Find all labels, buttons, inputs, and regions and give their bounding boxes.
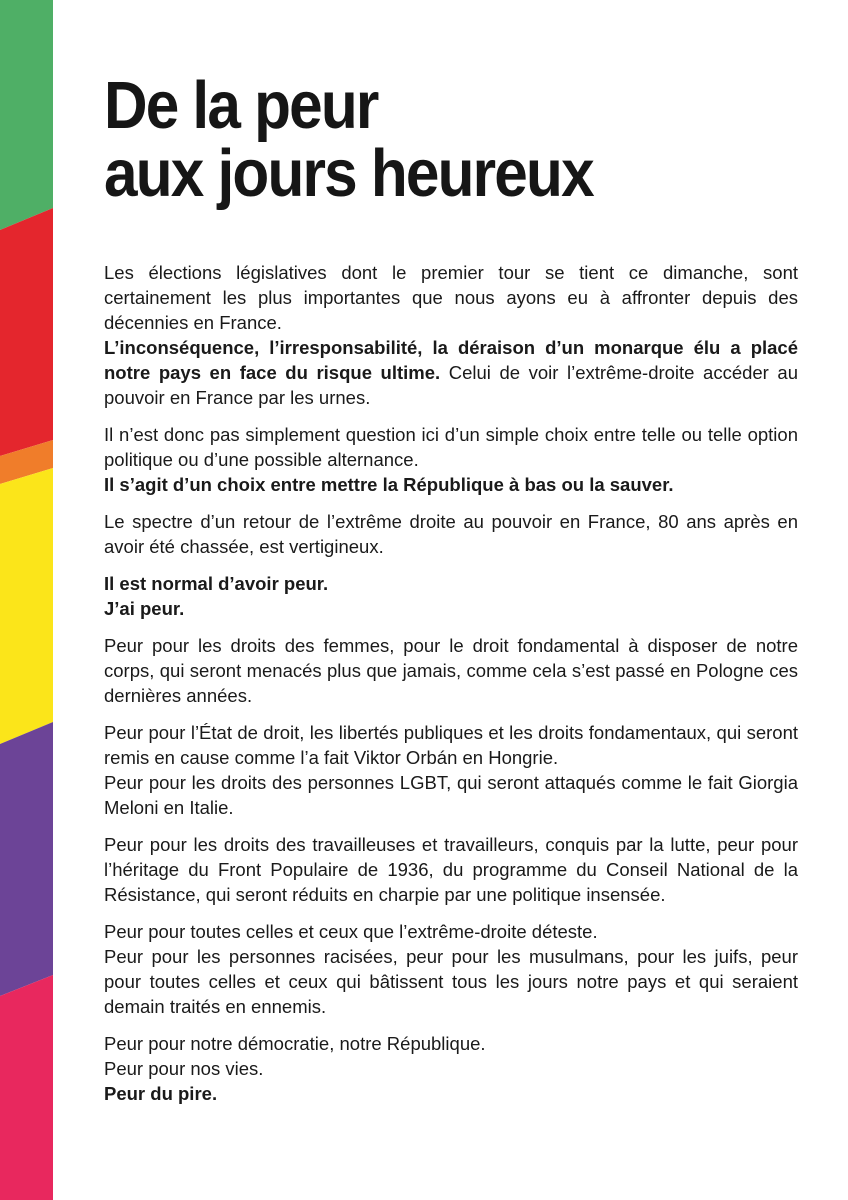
paragraph-5: Peur pour les droits des femmes, pour le droit fondamental à disposer de notre corps, qui seront menacés plus que jamais, comme cela s’est passé en Pologne ces dernières années. bbox=[104, 635, 798, 706]
title-line-2: aux jours heureux bbox=[104, 136, 593, 211]
stripe-segment-red bbox=[0, 208, 53, 456]
paragraph-9-line-3: Peur du pire. bbox=[104, 1083, 218, 1104]
paragraph-3: Le spectre d’un retour de l’extrême droite au pouvoir en France, 80 ans après en avoir été chassée, est vertigineux. bbox=[104, 511, 798, 557]
paragraph-9 bbox=[104, 1031, 798, 1106]
paragraph-1 bbox=[104, 260, 798, 410]
paragraph-9-line-1: Peur pour notre démocratie, notre République. bbox=[104, 1033, 486, 1054]
paragraph-4-line-1: Il est normal d’avoir peur. bbox=[104, 573, 329, 594]
page-title bbox=[104, 68, 593, 211]
stripe-segment-yellow bbox=[0, 468, 53, 744]
paragraph-1-intro: Les élections législatives dont le premier tour se tient ce dimanche, sont certainement les plus importantes que nous ayons eu à affronter depuis des décennies en France. bbox=[104, 262, 798, 333]
paragraph-9-line-2: Peur pour nos vies. bbox=[104, 1058, 264, 1079]
stripe-segment-green bbox=[0, 0, 53, 230]
article-body bbox=[104, 260, 798, 1106]
paragraph-2-text: Il n’est donc pas simplement question ici d’un simple choix entre telle ou telle option politique ou d’une possible alternance. bbox=[104, 424, 798, 470]
paragraph-7: Peur pour les droits des travailleuses et travailleurs, conquis par la lutte, peur pour l’héritage du Front Populaire de 1936, du programme du Conseil National de la Résistance, qui seront réduits en charpie par une politique insensée. bbox=[104, 834, 798, 905]
paragraph-1-rest: Celui de voir l’extrême-droite accéder au pouvoir en France par les urnes. bbox=[104, 362, 798, 408]
paragraph-6 bbox=[104, 720, 798, 820]
paragraph-8-line-2: Peur pour les personnes racisées, peur pour les musulmans, pour les juifs, peur pour toutes celles et ceux qui bâtissent tous les jours notre pays et qui seraient demain traités en ennemis. bbox=[104, 946, 798, 1017]
paragraph-6-line-1: Peur pour l’État de droit, les libertés publiques et les droits fondamentaux, qui seront remis en cause comme l’a fait Viktor Orbán en Hongrie. bbox=[104, 722, 798, 768]
rainbow-side-stripe bbox=[0, 0, 53, 1200]
paragraph-1-bold: L’inconséquence, l’irresponsabilité, la déraison d’un monarque élu a placé notre pays en face du risque ultime. bbox=[104, 337, 798, 383]
paragraph-6-line-2: Peur pour les droits des personnes LGBT, qui seront attaqués comme le fait Giorgia Meloni en Italie. bbox=[104, 772, 798, 818]
paragraph-2-bold: Il s’agit d’un choix entre mettre la République à bas ou la sauver. bbox=[104, 474, 674, 495]
stripe-segment-pink bbox=[0, 975, 53, 1200]
stripe-segment-purple bbox=[0, 722, 53, 996]
paragraph-8 bbox=[104, 919, 798, 1019]
title-line-1: De la peur bbox=[104, 68, 378, 143]
paragraph-2 bbox=[104, 422, 798, 497]
paragraph-4-line-2: J’ai peur. bbox=[104, 598, 185, 619]
paragraph-4 bbox=[104, 571, 798, 621]
paragraph-8-line-1: Peur pour toutes celles et ceux que l’extrême-droite déteste. bbox=[104, 921, 598, 942]
